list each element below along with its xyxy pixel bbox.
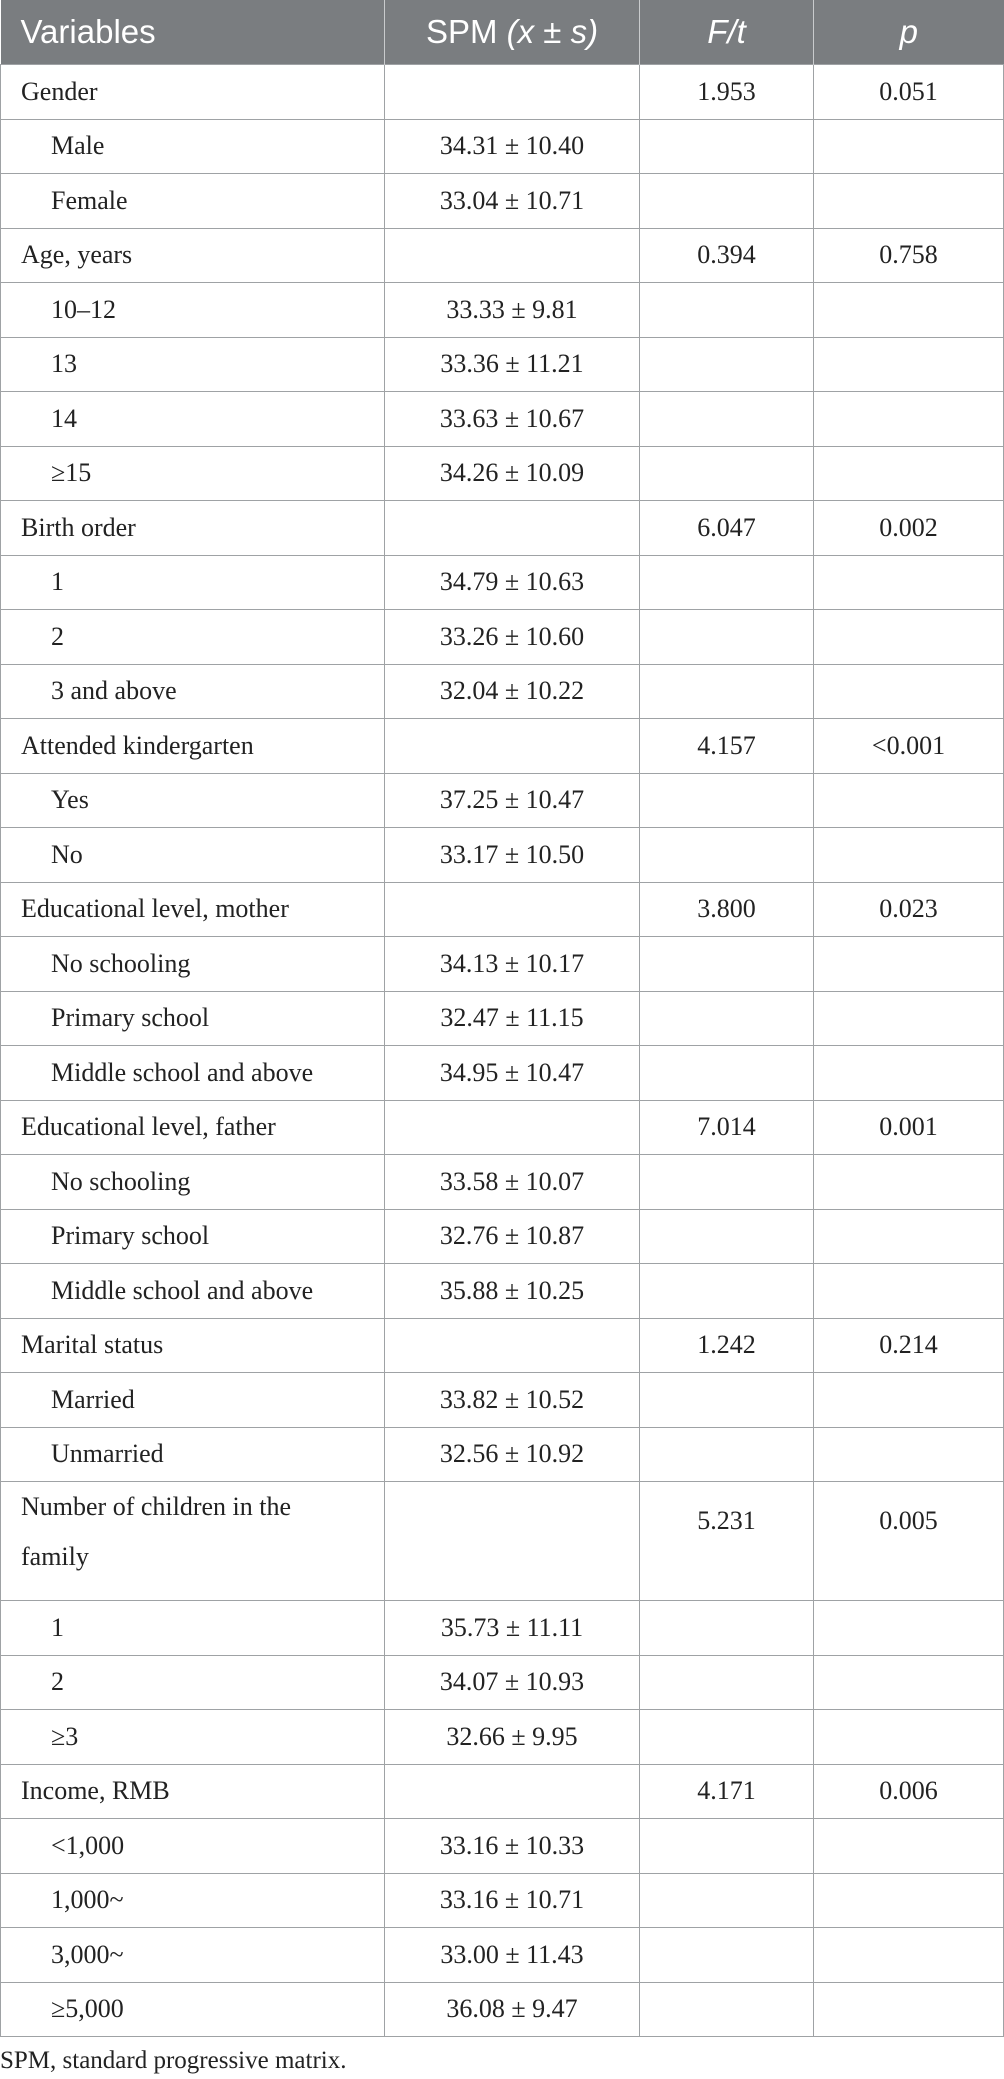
cell-spm: 34.31 ± 10.40 <box>385 119 640 174</box>
cell-p: 0.002 <box>814 501 1004 556</box>
header-variables: Variables <box>1 0 385 65</box>
cell-spm: 33.16 ± 10.33 <box>385 1819 640 1874</box>
table-row-subcategory <box>1 1819 1004 1874</box>
cell-p: 0.758 <box>814 228 1004 283</box>
cell-p <box>814 991 1004 1046</box>
table-row-subcategory <box>1 446 1004 501</box>
cell-p: 0.005 <box>814 1482 1004 1601</box>
table-row-subcategory <box>1 1427 1004 1482</box>
cell-variable: 3,000~ <box>1 1928 385 1983</box>
cell-variable: Married <box>1 1373 385 1428</box>
cell-spm: 32.47 ± 11.15 <box>385 991 640 1046</box>
cell-spm <box>385 501 640 556</box>
cell-variable: Age, years <box>1 228 385 283</box>
table-row-subcategory <box>1 1655 1004 1710</box>
cell-spm: 33.00 ± 11.43 <box>385 1928 640 1983</box>
header-spm-prefix: SPM <box>425 13 507 50</box>
cell-ft <box>640 1155 814 1210</box>
table-row-subcategory <box>1 283 1004 338</box>
cell-spm: 32.56 ± 10.92 <box>385 1427 640 1482</box>
cell-p <box>814 828 1004 883</box>
cell-spm: 32.04 ± 10.22 <box>385 664 640 719</box>
cell-spm: 32.76 ± 10.87 <box>385 1209 640 1264</box>
header-spm-formula: (x ± s) <box>506 13 599 50</box>
cell-ft <box>640 1928 814 1983</box>
cell-ft <box>640 1655 814 1710</box>
cell-p <box>814 1601 1004 1656</box>
cell-spm: 33.17 ± 10.50 <box>385 828 640 883</box>
cell-p: 0.051 <box>814 65 1004 120</box>
cell-variable: Attended kindergarten <box>1 719 385 774</box>
cell-spm: 33.82 ± 10.52 <box>385 1373 640 1428</box>
cell-spm: 35.73 ± 11.11 <box>385 1601 640 1656</box>
table-row-subcategory <box>1 1873 1004 1928</box>
cell-p <box>814 1264 1004 1319</box>
cell-p: 0.214 <box>814 1318 1004 1373</box>
cell-variable: 1 <box>1 555 385 610</box>
table-row-subcategory <box>1 1373 1004 1428</box>
table-row-subcategory <box>1 991 1004 1046</box>
cell-p <box>814 1373 1004 1428</box>
cell-variable: Primary school <box>1 991 385 1046</box>
table-row-variable <box>1 65 1004 120</box>
table-row-subcategory <box>1 1982 1004 2037</box>
cell-p <box>814 1928 1004 1983</box>
cell-variable: ≥3 <box>1 1710 385 1765</box>
cell-variable: Unmarried <box>1 1427 385 1482</box>
cell-ft <box>640 1264 814 1319</box>
header-spm <box>385 0 640 65</box>
cell-spm <box>385 65 640 120</box>
cell-variable: ≥5,000 <box>1 1982 385 2037</box>
cell-p <box>814 119 1004 174</box>
cell-ft <box>640 555 814 610</box>
table-row-variable <box>1 1318 1004 1373</box>
cell-variable: 2 <box>1 610 385 665</box>
table-row-subcategory <box>1 174 1004 229</box>
cell-p <box>814 337 1004 392</box>
cell-variable: 14 <box>1 392 385 447</box>
cell-p <box>814 446 1004 501</box>
cell-ft <box>640 1982 814 2037</box>
cell-variable: Number of children in the family <box>1 1482 385 1601</box>
cell-p <box>814 1982 1004 2037</box>
cell-p: 0.006 <box>814 1764 1004 1819</box>
table-row-subcategory <box>1 1601 1004 1656</box>
cell-variable: 3 and above <box>1 664 385 719</box>
cell-p <box>814 174 1004 229</box>
cell-variable: <1,000 <box>1 1819 385 1874</box>
cell-variable: Birth order <box>1 501 385 556</box>
cell-ft <box>640 1427 814 1482</box>
cell-p <box>814 555 1004 610</box>
cell-variable: Middle school and above <box>1 1046 385 1101</box>
cell-spm: 33.58 ± 10.07 <box>385 1155 640 1210</box>
table-row-subcategory <box>1 664 1004 719</box>
table-row-variable <box>1 1100 1004 1155</box>
table-row-subcategory <box>1 1928 1004 1983</box>
cell-spm: 34.13 ± 10.17 <box>385 937 640 992</box>
cell-p <box>814 937 1004 992</box>
cell-spm: 33.63 ± 10.67 <box>385 392 640 447</box>
cell-p <box>814 1046 1004 1101</box>
table-row-subcategory <box>1 337 1004 392</box>
header-ft: F/t <box>640 0 814 65</box>
cell-ft <box>640 446 814 501</box>
cell-ft <box>640 773 814 828</box>
cell-variable: Educational level, father <box>1 1100 385 1155</box>
cell-ft <box>640 119 814 174</box>
table-row-subcategory <box>1 937 1004 992</box>
cell-p: 0.023 <box>814 882 1004 937</box>
cell-spm: 34.26 ± 10.09 <box>385 446 640 501</box>
cell-variable: ≥15 <box>1 446 385 501</box>
cell-variable: Income, RMB <box>1 1764 385 1819</box>
table-row-subcategory <box>1 392 1004 447</box>
cell-spm: 33.36 ± 11.21 <box>385 337 640 392</box>
cell-variable: No schooling <box>1 937 385 992</box>
cell-ft <box>640 1046 814 1101</box>
cell-ft: 5.231 <box>640 1482 814 1601</box>
cell-ft <box>640 174 814 229</box>
header-p: p <box>814 0 1004 65</box>
table-row-variable <box>1 228 1004 283</box>
cell-ft <box>640 392 814 447</box>
cell-p <box>814 664 1004 719</box>
table-row-subcategory <box>1 119 1004 174</box>
cell-ft: 6.047 <box>640 501 814 556</box>
cell-p <box>814 1819 1004 1874</box>
table-header <box>1 0 1004 65</box>
table-row-subcategory <box>1 828 1004 883</box>
cell-variable: Gender <box>1 65 385 120</box>
cell-spm: 33.26 ± 10.60 <box>385 610 640 665</box>
cell-ft: 0.394 <box>640 228 814 283</box>
table-row-subcategory <box>1 773 1004 828</box>
cell-spm <box>385 1482 640 1601</box>
cell-ft: 4.157 <box>640 719 814 774</box>
cell-variable: 1 <box>1 1601 385 1656</box>
table-row-variable <box>1 1764 1004 1819</box>
cell-p <box>814 1655 1004 1710</box>
cell-ft: 4.171 <box>640 1764 814 1819</box>
cell-variable: 2 <box>1 1655 385 1710</box>
cell-p <box>814 1155 1004 1210</box>
cell-variable: 1,000~ <box>1 1873 385 1928</box>
cell-spm: 33.16 ± 10.71 <box>385 1873 640 1928</box>
cell-variable: Middle school and above <box>1 1264 385 1319</box>
table-body <box>1 65 1004 2037</box>
cell-spm: 34.95 ± 10.47 <box>385 1046 640 1101</box>
cell-spm: 34.79 ± 10.63 <box>385 555 640 610</box>
cell-variable: Female <box>1 174 385 229</box>
cell-variable: No <box>1 828 385 883</box>
cell-variable: 13 <box>1 337 385 392</box>
cell-p: <0.001 <box>814 719 1004 774</box>
cell-ft <box>640 1601 814 1656</box>
cell-ft: 1.242 <box>640 1318 814 1373</box>
cell-spm: 36.08 ± 9.47 <box>385 1982 640 2037</box>
cell-ft <box>640 283 814 338</box>
cell-spm: 32.66 ± 9.95 <box>385 1710 640 1765</box>
table-row-subcategory <box>1 1209 1004 1264</box>
cell-ft <box>640 1873 814 1928</box>
table-row-subcategory <box>1 1155 1004 1210</box>
cell-spm: 35.88 ± 10.25 <box>385 1264 640 1319</box>
header-row <box>1 0 1004 65</box>
cell-variable: No schooling <box>1 1155 385 1210</box>
cell-p <box>814 392 1004 447</box>
table-row-variable <box>1 719 1004 774</box>
table-footnote: SPM, standard progressive matrix. <box>0 2047 347 2074</box>
cell-variable: 10–12 <box>1 283 385 338</box>
cell-p <box>814 1209 1004 1264</box>
cell-p <box>814 773 1004 828</box>
cell-ft <box>640 1819 814 1874</box>
cell-ft: 7.014 <box>640 1100 814 1155</box>
cell-p <box>814 1873 1004 1928</box>
cell-variable: Primary school <box>1 1209 385 1264</box>
table-row-variable <box>1 1482 1004 1601</box>
cell-p <box>814 610 1004 665</box>
cell-spm <box>385 882 640 937</box>
cell-variable: Yes <box>1 773 385 828</box>
cell-ft: 1.953 <box>640 65 814 120</box>
cell-variable: Male <box>1 119 385 174</box>
cell-spm <box>385 719 640 774</box>
cell-variable: Marital status <box>1 1318 385 1373</box>
cell-p <box>814 1710 1004 1765</box>
cell-ft <box>640 937 814 992</box>
cell-spm: 37.25 ± 10.47 <box>385 773 640 828</box>
cell-ft <box>640 1209 814 1264</box>
cell-ft <box>640 610 814 665</box>
cell-ft <box>640 337 814 392</box>
cell-variable: Educational level, mother <box>1 882 385 937</box>
cell-spm <box>385 1764 640 1819</box>
cell-spm <box>385 1100 640 1155</box>
cell-ft <box>640 1710 814 1765</box>
cell-spm <box>385 228 640 283</box>
cell-p <box>814 1427 1004 1482</box>
table-row-variable <box>1 882 1004 937</box>
cell-ft <box>640 828 814 883</box>
table-row-subcategory <box>1 1710 1004 1765</box>
table-row-subcategory <box>1 1046 1004 1101</box>
cell-spm <box>385 1318 640 1373</box>
cell-spm: 33.04 ± 10.71 <box>385 174 640 229</box>
cell-p: 0.001 <box>814 1100 1004 1155</box>
table-row-subcategory <box>1 1264 1004 1319</box>
table-row-subcategory <box>1 610 1004 665</box>
cell-p <box>814 283 1004 338</box>
cell-spm: 34.07 ± 10.93 <box>385 1655 640 1710</box>
cell-ft <box>640 664 814 719</box>
cell-ft <box>640 991 814 1046</box>
cell-ft <box>640 1373 814 1428</box>
cell-spm: 33.33 ± 9.81 <box>385 283 640 338</box>
cell-ft: 3.800 <box>640 882 814 937</box>
table-row-variable <box>1 501 1004 556</box>
table-row-subcategory <box>1 555 1004 610</box>
